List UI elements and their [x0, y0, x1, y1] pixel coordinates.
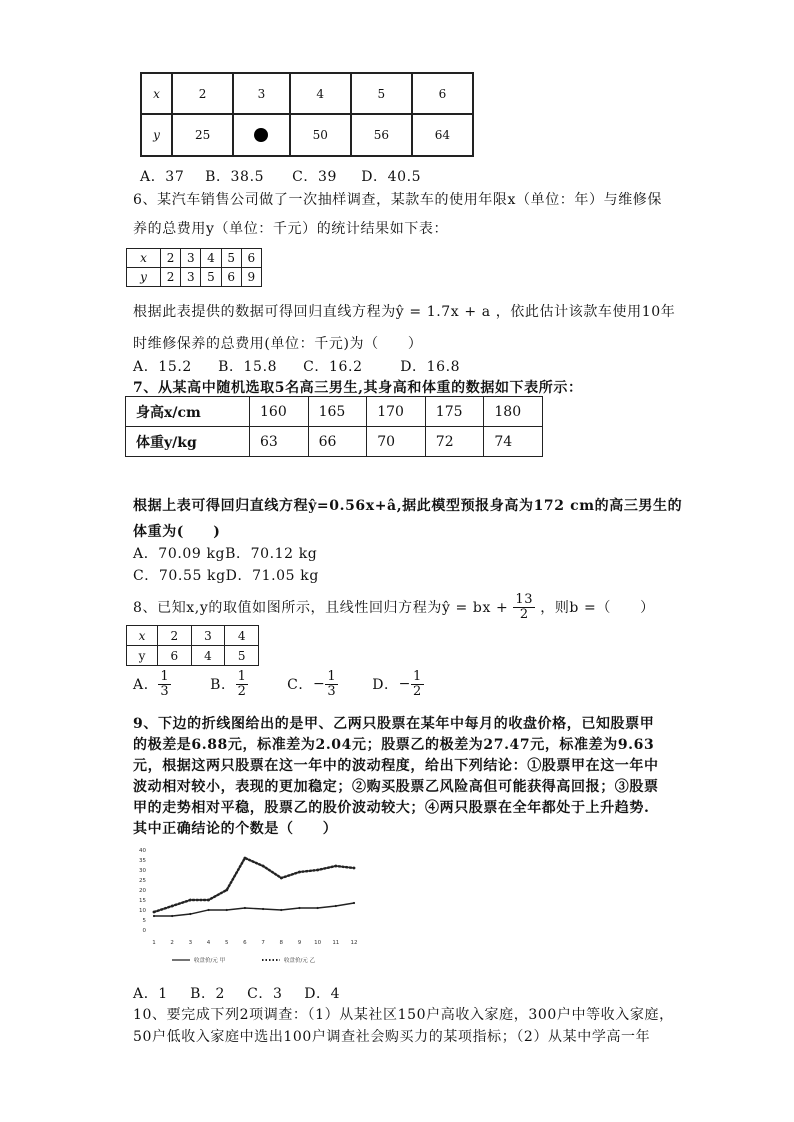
blot-icon	[254, 128, 268, 142]
q7-row2-cell: 74	[484, 427, 543, 457]
data-point	[316, 869, 319, 872]
x-tick-label: 12	[350, 940, 358, 946]
q8-frac-num: 13	[515, 592, 534, 607]
frac-den: 3	[327, 683, 337, 699]
q6-line: 6、某汽车销售公司做了一次抽样调查，某款车的使用年限x（单位：年）与维修保	[133, 192, 663, 208]
y-tick-label: 5	[142, 918, 146, 924]
data-point	[335, 905, 337, 907]
q5-x-cell: 2	[172, 73, 233, 114]
q6-option: D．16.8	[400, 359, 461, 375]
data-point	[298, 871, 301, 874]
q5-x-label: x	[141, 73, 172, 114]
q9-option: C．3	[247, 986, 283, 1002]
q5-option: A．37	[140, 169, 185, 185]
frac-den: 3	[160, 683, 170, 699]
q6-line: 时维修保养的总费用(单位：千元)为（ ）	[133, 336, 423, 352]
q7-row1-cell: 175	[425, 397, 484, 427]
data-point	[298, 907, 300, 909]
series-line-1	[154, 903, 354, 916]
q8-y-label: y	[127, 646, 158, 666]
data-point	[153, 915, 155, 917]
data-point	[353, 902, 355, 904]
y-tick-label: 35	[139, 858, 146, 864]
frac-den: 2	[237, 683, 247, 699]
q7-row1-cell: 180	[484, 397, 543, 427]
y-tick-label: 30	[139, 868, 146, 874]
q5-y-cell: 56	[351, 114, 412, 156]
q8-frac-den: 2	[519, 606, 529, 622]
y-tick-label: 40	[139, 848, 146, 854]
data-point	[225, 889, 228, 892]
x-tick-label: 1	[152, 940, 156, 946]
q8-option-frac	[236, 670, 249, 698]
data-point	[153, 911, 156, 914]
q8-option	[210, 670, 282, 698]
q8-table	[126, 625, 259, 666]
q7-table	[125, 396, 543, 457]
q6-x-cell: 4	[201, 249, 221, 268]
x-tick-label: 5	[224, 940, 229, 946]
q7-options: C．70.55 kgD．71.05 kg	[133, 568, 319, 584]
q6-y-cell: 6	[221, 268, 241, 287]
q6-y-cell: 2	[161, 268, 181, 287]
q8-options	[133, 670, 424, 698]
data-point	[280, 909, 282, 911]
x-tick-label: 8	[279, 940, 284, 946]
q7-row1-cell: 160	[250, 397, 309, 427]
q5-x-cell: 6	[412, 73, 473, 114]
q8-option-frac	[411, 670, 424, 698]
q9-option: D．4	[304, 986, 341, 1002]
q6-line: 根据此表提供的数据可得回归直线方程为ŷ = 1.7x + a ，依此估计该款车使用10年	[133, 304, 676, 320]
x-tick-label: 9	[297, 940, 302, 946]
q8-stem	[133, 593, 655, 621]
q6-options	[133, 356, 460, 376]
q8-x-cell: 3	[191, 626, 225, 646]
legend-label: 收盘价/元 乙	[284, 958, 316, 964]
q8-x-cell: 4	[225, 626, 259, 646]
q6-y-cell: 9	[241, 268, 261, 287]
q9-option: B．2	[190, 986, 226, 1002]
data-point	[189, 913, 191, 915]
data-point	[189, 899, 192, 902]
frac-num: 1	[160, 669, 170, 684]
q8-x-label: x	[127, 626, 158, 646]
q6-y-cell: 5	[201, 268, 221, 287]
q8-option	[133, 670, 205, 698]
q9-line: 元，根据这两只股票在这一年中的波动程度，给出下列结论：①股票甲在这一年中	[133, 758, 659, 774]
q5-table	[140, 72, 474, 157]
q9-option: A．1	[133, 986, 168, 1002]
data-point	[244, 907, 246, 909]
q6-y-cell: 3	[181, 268, 201, 287]
data-point	[207, 899, 210, 902]
x-tick-label: 3	[188, 940, 193, 946]
x-tick-label: 6	[243, 940, 247, 946]
q5-options	[140, 166, 421, 186]
frac-num: 1	[237, 669, 247, 684]
q7-row1-cell: 165	[308, 397, 367, 427]
q5-option: C．39	[292, 169, 338, 185]
q8-option-frac	[158, 670, 171, 698]
legend-label: 收盘价/元 甲	[194, 958, 226, 964]
q8-option-label: B．	[210, 677, 236, 694]
x-tick-label: 2	[170, 940, 174, 946]
q6-x-cell: 2	[161, 249, 181, 268]
q8-stem-prefix: 8、已知x,y的取值如图所示，且线性回归方程为ŷ = bx +	[133, 600, 509, 617]
y-tick-label: 25	[139, 878, 146, 884]
data-point	[171, 905, 174, 908]
q5-option: B．38.5	[205, 169, 265, 185]
q9-line: 其中正确结论的个数是（ ）	[133, 821, 338, 837]
data-point	[334, 865, 337, 868]
q5-x-cell: 4	[290, 73, 351, 114]
q5-x-cell: 3	[233, 73, 290, 114]
q7-line: 体重为( )	[133, 524, 221, 540]
q6-line: 养的总费用y（单位：千元）的统计结果如下表：	[133, 221, 449, 237]
data-point	[226, 909, 228, 911]
q7-options: A．70.09 kgB．70.12 kg	[133, 546, 318, 562]
q8-stem-suffix: ，则b =（ ）	[540, 600, 655, 617]
y-tick-label: 20	[139, 888, 146, 894]
q8-option-label: D．	[372, 677, 399, 694]
y-tick-label: 0	[142, 928, 146, 934]
q7-title: 7、从某高中随机选取5名高三男生,其身高和体重的数据如下表所示：	[133, 380, 583, 396]
q5-x-cell: 5	[351, 73, 412, 114]
q8-y-cell: 5	[225, 646, 259, 666]
q7-row2-cell: 66	[308, 427, 367, 457]
data-point	[262, 865, 265, 868]
q7-row2-cell: 70	[367, 427, 426, 457]
q9-line: 9、下边的折线图给出的是甲、乙两只股票在某年中每月的收盘价格，已知股票甲	[133, 716, 655, 732]
q7-row1-label: 身高x/cm	[126, 397, 250, 427]
q6-x-cell: 5	[221, 249, 241, 268]
q8-y-cell: 6	[158, 646, 192, 666]
q9-line: 甲的走势相对平稳，股票乙的股价波动较大；④两只股票在全年都处于上升趋势.	[133, 800, 650, 816]
q6-x-label: x	[127, 249, 161, 268]
x-tick-label: 10	[314, 940, 322, 946]
data-point	[171, 915, 173, 917]
q8-option-sign: −	[398, 676, 411, 693]
q9-line: 的极差是6.88元，标准差为2.04元；股票乙的极差为27.47元，标准差为9.63	[133, 737, 655, 753]
q8-option	[287, 670, 367, 698]
q5-y-cell: 64	[412, 114, 473, 156]
q6-x-cell: 6	[241, 249, 261, 268]
q7-line: 根据上表可得回归直线方程ŷ=0.56x+â,据此模型预报身高为172 cm的高三男生的	[133, 498, 683, 514]
q5-option: D．40.5	[361, 169, 422, 185]
q8-x-cell: 2	[158, 626, 192, 646]
q6-option: B．15.8	[218, 359, 278, 375]
q5-y-cell: 50	[290, 114, 351, 156]
q5-y-cell-hidden	[233, 114, 290, 156]
y-tick-label: 15	[139, 898, 146, 904]
data-point	[317, 907, 319, 909]
data-point	[280, 877, 283, 880]
q6-y-label: y	[127, 268, 161, 287]
q8-y-cell: 4	[191, 646, 225, 666]
frac-num: 1	[327, 669, 337, 684]
q9-options	[133, 983, 340, 1003]
q7-row2-label: 体重y/kg	[126, 427, 250, 457]
x-tick-label: 11	[332, 940, 340, 946]
frac-num: 1	[412, 669, 422, 684]
q6-option: A．15.2	[133, 359, 192, 375]
data-point	[207, 909, 209, 911]
frac-den: 2	[412, 683, 422, 699]
q10-line: 50户低收入家庭中选出100户调查社会购买力的某项指标；（2）从某中学高一年	[133, 1029, 651, 1045]
q8-option-label: C．	[287, 677, 314, 694]
x-tick-label: 7	[261, 940, 265, 946]
q5-y-cell: 25	[172, 114, 233, 156]
y-tick-label: 10	[139, 908, 146, 914]
q8-option-label: A．	[133, 677, 159, 694]
q5-y-label: y	[141, 114, 172, 156]
q6-option: C．16.2	[303, 359, 363, 375]
stock-line-chart	[132, 842, 364, 978]
q7-row1-cell: 170	[367, 397, 426, 427]
q7-row2-cell: 63	[250, 427, 309, 457]
q6-x-cell: 3	[181, 249, 201, 268]
q9-line: 波动相对较小，表现的更加稳定；②购买股票乙风险高但可能获得高回报；③股票	[133, 779, 659, 795]
data-point	[353, 867, 356, 870]
q7-row2-cell: 72	[425, 427, 484, 457]
q8-fraction	[513, 593, 535, 621]
q8-option-sign: −	[313, 676, 326, 693]
data-point	[262, 908, 264, 910]
series-line-2	[154, 858, 354, 912]
q6-table	[126, 248, 262, 287]
q8-option-frac	[325, 670, 338, 698]
x-tick-label: 4	[206, 940, 211, 946]
data-point	[244, 857, 247, 860]
q8-option	[372, 670, 424, 698]
q10-line: 10、要完成下列2项调查：（1）从某社区150户高收入家庭，300户中等收入家庭，	[133, 1007, 674, 1023]
